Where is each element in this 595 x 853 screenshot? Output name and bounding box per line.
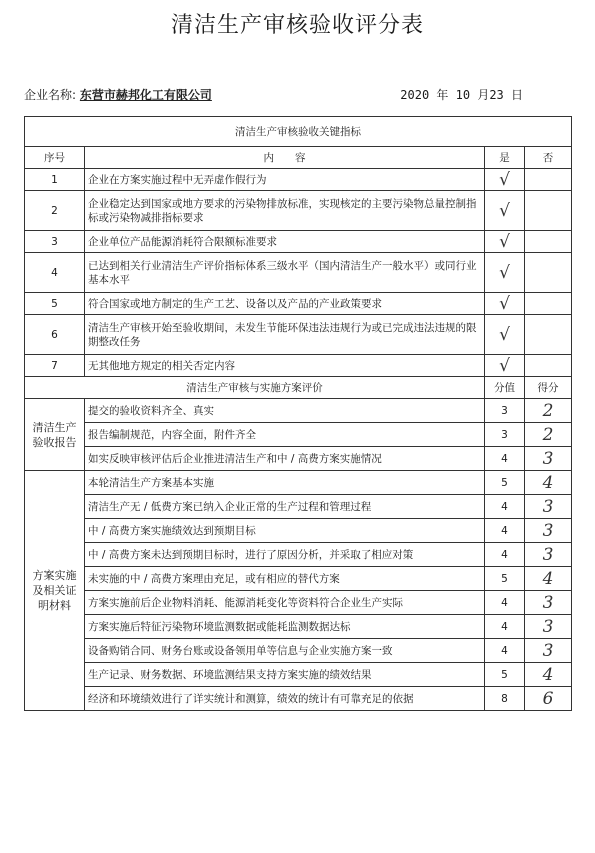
row-content: 企业在方案实施过程中无弄虚作假行为 (85, 169, 485, 191)
score-table (24, 116, 572, 711)
row-number: 3 (25, 231, 85, 253)
col-header-points: 分值 (485, 377, 525, 399)
yes-check: √ (485, 169, 525, 191)
no-check (525, 293, 572, 315)
points-value: 5 (485, 471, 525, 495)
criterion-text: 提交的验收资料齐全、真实 (85, 399, 485, 423)
no-check (525, 231, 572, 253)
no-check (525, 253, 572, 293)
section1-heading: 清洁生产审核验收关键指标 (25, 117, 572, 147)
criterion-text: 如实反映审核评估后企业推进清洁生产和中 / 高费方案实施情况 (85, 447, 485, 471)
no-check (525, 315, 572, 355)
yes-check: √ (485, 191, 525, 231)
no-check (525, 355, 572, 377)
yes-check: √ (485, 231, 525, 253)
yes-check: √ (485, 293, 525, 315)
row-number: 2 (25, 191, 85, 231)
table-row (25, 399, 572, 423)
points-value: 3 (485, 399, 525, 423)
score-value: 3 (525, 591, 572, 615)
table-row (25, 519, 572, 543)
points-value: 3 (485, 423, 525, 447)
table-row (25, 423, 572, 447)
col-header-score: 得分 (525, 377, 572, 399)
score-value: 2 (525, 399, 572, 423)
table-row (25, 663, 572, 687)
points-value: 5 (485, 663, 525, 687)
criterion-text: 未实施的中 / 高费方案理由充足，或有相应的替代方案 (85, 567, 485, 591)
points-value: 5 (485, 567, 525, 591)
score-value: 3 (525, 615, 572, 639)
points-value: 4 (485, 591, 525, 615)
table-row (25, 471, 572, 495)
score-value: 3 (525, 543, 572, 567)
yes-check: √ (485, 253, 525, 293)
table-row (25, 687, 572, 711)
row-number: 4 (25, 253, 85, 293)
criterion-text: 清洁生产无 / 低费方案已纳入企业正常的生产过程和管理过程 (85, 495, 485, 519)
points-value: 4 (485, 519, 525, 543)
company-label: 企业名称: (24, 88, 77, 102)
score-value: 3 (525, 519, 572, 543)
col-header-no: 序号 (25, 147, 85, 169)
page-title: 清洁生产审核验收评分表 (170, 13, 424, 38)
company-row (24, 86, 571, 103)
company-name: 东营市赫邦化工有限公司 (79, 88, 212, 102)
table-row (25, 543, 572, 567)
table-row (25, 169, 572, 191)
table-row (25, 117, 572, 147)
group-label: 方案实施及相关证明材料 (25, 471, 85, 711)
score-value: 4 (525, 663, 572, 687)
criterion-text: 设备购销合同、财务台账或设备领用单等信息与企业实施方案一致 (85, 639, 485, 663)
no-check (525, 191, 572, 231)
row-number: 7 (25, 355, 85, 377)
criterion-text: 经济和环境绩效进行了详实统计和测算，绩效的统计有可靠充足的依据 (85, 687, 485, 711)
criterion-text: 中 / 高费方案实施绩效达到预期目标 (85, 519, 485, 543)
criterion-text: 中 / 高费方案未达到预期目标时，进行了原因分析，并采取了相应对策 (85, 543, 485, 567)
col-header-content: 内 容 (85, 147, 485, 169)
table-row (25, 377, 572, 399)
row-content: 清洁生产审核开始至验收期间，未发生节能环保违法违规行为或已完成违法违规的限期整改任务 (85, 315, 485, 355)
row-number: 1 (25, 169, 85, 191)
table-row (25, 447, 572, 471)
score-value: 4 (525, 567, 572, 591)
table-row (25, 231, 572, 253)
points-value: 8 (485, 687, 525, 711)
yes-check: √ (485, 355, 525, 377)
points-value: 4 (485, 639, 525, 663)
criterion-text: 报告编制规范，内容全面，附件齐全 (85, 423, 485, 447)
row-content: 无其他地方规定的相关否定内容 (85, 355, 485, 377)
table-row (25, 191, 572, 231)
yes-check: √ (485, 315, 525, 355)
table-row (25, 495, 572, 519)
col-header-yes: 是 (485, 147, 525, 169)
points-value: 4 (485, 543, 525, 567)
table-row (25, 639, 572, 663)
table-row (25, 615, 572, 639)
table-row (25, 315, 572, 355)
score-value: 4 (525, 471, 572, 495)
no-check (525, 169, 572, 191)
col-header-no-answer: 否 (525, 147, 572, 169)
row-number: 5 (25, 293, 85, 315)
table-row (25, 147, 572, 169)
points-value: 4 (485, 447, 525, 471)
score-value: 2 (525, 423, 572, 447)
points-value: 4 (485, 495, 525, 519)
criterion-text: 方案实施前后企业物料消耗、能源消耗变化等资料符合企业生产实际 (85, 591, 485, 615)
score-value: 3 (525, 639, 572, 663)
row-content: 已达到相关行业清洁生产评价指标体系三级水平（国内清洁生产一般水平）或同行业基本水平 (85, 253, 485, 293)
table-row (25, 567, 572, 591)
section2-heading: 清洁生产审核与实施方案评价 (25, 377, 485, 399)
row-content: 企业稳定达到国家或地方要求的污染物排放标准，实现核定的主要污染物总量控制指标或污染物减排指标要求 (85, 191, 485, 231)
table-row (25, 355, 572, 377)
group-label: 清洁生产验收报告 (25, 399, 85, 471)
criterion-text: 生产记录、财务数据、环境监测结果支持方案实施的绩效结果 (85, 663, 485, 687)
table-row (25, 591, 572, 615)
table-row (25, 253, 572, 293)
criterion-text: 本轮清洁生产方案基本实施 (85, 471, 485, 495)
row-content: 企业单位产品能源消耗符合限额标准要求 (85, 231, 485, 253)
score-value: 6 (525, 687, 572, 711)
table-row (25, 293, 572, 315)
review-date: 2020 年 10 月23 日 (400, 88, 523, 102)
score-value: 3 (525, 495, 572, 519)
row-number: 6 (25, 315, 85, 355)
points-value: 4 (485, 615, 525, 639)
criterion-text: 方案实施后特征污染物环境监测数据或能耗监测数据达标 (85, 615, 485, 639)
score-value: 3 (525, 447, 572, 471)
row-content: 符合国家或地方制定的生产工艺、设备以及产品的产业政策要求 (85, 293, 485, 315)
